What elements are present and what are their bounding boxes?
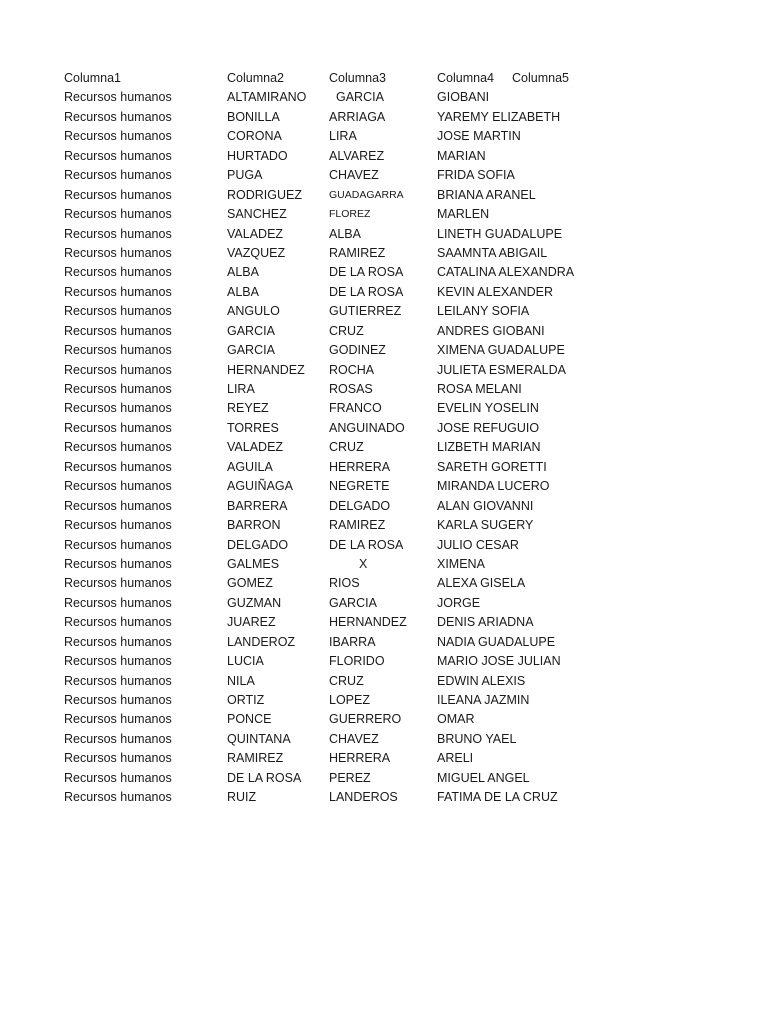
table-cell-col4[interactable]: MARIAN — [437, 148, 486, 163]
table-cell-col4[interactable]: MARIO JOSE JULIAN — [437, 654, 561, 669]
table-cell-col2[interactable]: RAMIREZ — [227, 751, 284, 766]
table-cell-col3[interactable]: ARRIAGA — [329, 109, 386, 124]
table-cell-col4[interactable]: MIRANDA LUCERO — [437, 479, 550, 494]
table-row — [64, 244, 624, 263]
table-cell-col1[interactable]: Recursos humanos — [64, 498, 172, 513]
table-cell-col1[interactable]: Recursos humanos — [64, 673, 172, 688]
table-cell-col4[interactable]: YAREMY ELIZABETH — [437, 109, 561, 124]
table-cell-col3[interactable]: CRUZ — [329, 440, 364, 455]
table-cell-col2[interactable]: RODRIGUEZ — [227, 187, 302, 202]
table-cell-col2[interactable]: LUCIA — [227, 654, 264, 669]
table-cell-col3[interactable]: HERRERA — [329, 459, 391, 474]
table-cell-col2[interactable]: VAZQUEZ — [227, 245, 286, 260]
table-cell-col4[interactable]: SARETH GORETTI — [437, 459, 547, 474]
table-cell-col3[interactable]: CRUZ — [329, 673, 364, 688]
table-row — [64, 749, 624, 768]
table-cell-col4[interactable]: NADIA GUADALUPE — [437, 634, 556, 649]
table-cell-col4[interactable]: KARLA SUGERY — [437, 518, 534, 533]
table-cell-col2[interactable]: VALADEZ — [227, 226, 284, 241]
table-cell-col4[interactable]: FRIDA SOFIA — [437, 168, 515, 183]
table-cell-col2[interactable]: NILA — [227, 673, 255, 688]
table-cell-col3[interactable]: IBARRA — [329, 634, 376, 649]
table-cell-col2[interactable]: SANCHEZ — [227, 207, 287, 222]
table-cell-col1[interactable]: Recursos humanos — [64, 595, 172, 610]
table-cell-col2[interactable]: PONCE — [227, 712, 272, 727]
table-cell-col2[interactable]: HERNANDEZ — [227, 362, 305, 377]
table-cell-col3[interactable]: CRUZ — [329, 323, 364, 338]
table-cell-col3[interactable]: DE LA ROSA — [329, 537, 404, 552]
table-cell-col4[interactable]: JOSE MARTIN — [437, 129, 521, 144]
table-row — [64, 205, 624, 224]
table-cell-col4[interactable]: JOSE REFUGUIO — [437, 420, 540, 435]
table-row — [64, 769, 624, 788]
table-cell-col2[interactable]: BARRERA — [227, 498, 288, 513]
table-row — [64, 438, 624, 457]
table-cell-col4[interactable]: EVELIN YOSELIN — [437, 401, 539, 416]
table-cell-col4[interactable]: LIZBETH MARIAN — [437, 440, 541, 455]
table-cell-col1[interactable]: Recursos humanos — [64, 518, 172, 533]
table-row — [64, 341, 624, 360]
table-cell-col3[interactable]: X — [359, 556, 368, 571]
table-cell-col3[interactable]: LIRA — [329, 129, 357, 144]
table-cell-col1[interactable]: Recursos humanos — [64, 148, 172, 163]
table-cell-col2[interactable]: DELGADO — [227, 537, 289, 552]
table-row — [64, 88, 624, 107]
table-cell-col3[interactable]: GUTIERREZ — [329, 304, 402, 319]
table-row — [64, 710, 624, 729]
table-row — [64, 574, 624, 593]
table-cell-col2[interactable]: ANGULO — [227, 304, 280, 319]
table-cell-col4[interactable]: ROSA MELANI — [437, 382, 522, 396]
table-cell-col3[interactable]: ROCHA — [329, 362, 375, 377]
table-cell-col1[interactable]: Recursos humanos — [64, 654, 172, 669]
table-cell-col2[interactable]: BARRON — [227, 518, 281, 533]
table-cell-col1[interactable]: Recursos humanos — [64, 401, 172, 416]
table-cell-col4[interactable]: FATIMA DE LA CRUZ — [437, 790, 558, 805]
table-cell-col2[interactable]: QUINTANA — [227, 731, 291, 746]
table-cell-col1[interactable]: Recursos humanos — [64, 751, 172, 766]
table-cell-col4[interactable]: ALEXA GISELA — [437, 576, 526, 591]
table-cell-col3[interactable]: DE LA ROSA — [329, 265, 404, 280]
table-cell-col1[interactable]: Recursos humanos — [64, 109, 172, 124]
table-row — [64, 477, 624, 496]
header-cell-columna2[interactable]: Columna2 — [227, 71, 284, 85]
table-row — [64, 633, 624, 652]
table-cell-col3[interactable]: FLOREZ — [329, 208, 371, 221]
table-cell-col1[interactable]: Recursos humanos — [64, 479, 172, 494]
table-cell-col3[interactable]: PEREZ — [329, 770, 371, 785]
table-cell-col4[interactable]: JULIETA ESMERALDA — [437, 362, 566, 377]
table-cell-col3[interactable]: ALBA — [329, 226, 361, 241]
table-row — [64, 322, 624, 341]
table-cell-col1[interactable]: Recursos humanos — [64, 226, 172, 241]
table-cell-col2[interactable]: JUAREZ — [227, 615, 276, 630]
table-cell-col4[interactable]: MARLEN — [437, 207, 490, 222]
table-cell-col3[interactable]: ANGUINADO — [329, 420, 405, 435]
table-cell-col3[interactable]: HERRERA — [329, 751, 391, 766]
table-cell-col3[interactable]: GARCIA — [336, 90, 384, 105]
table-cell-col4[interactable]: JULIO CESAR — [437, 537, 519, 552]
table-cell-col2[interactable]: GUZMAN — [227, 595, 282, 610]
table-cell-col3[interactable]: LANDEROS — [329, 790, 398, 805]
table-cell-col2[interactable]: GARCIA — [227, 343, 275, 358]
table-cell-col4[interactable]: ARELI — [437, 751, 474, 766]
table-cell-col4[interactable]: DENIS ARIADNA — [437, 615, 534, 630]
table-cell-col2[interactable]: BONILLA — [227, 109, 280, 124]
table-cell-col1[interactable]: Recursos humanos — [64, 537, 172, 552]
table-cell-col3[interactable]: FRANCO — [329, 401, 382, 416]
table-cell-col4[interactable]: BRUNO YAEL — [437, 731, 517, 746]
header-cell-columna1[interactable]: Columna1 — [64, 71, 121, 85]
table-cell-col3[interactable]: HERNANDEZ — [329, 615, 407, 630]
table-cell-col1[interactable]: Recursos humanos — [64, 712, 172, 727]
table-cell-col1[interactable]: Recursos humanos — [64, 615, 172, 630]
table-cell-col1[interactable]: Recursos humanos — [64, 362, 172, 377]
table-cell-col1[interactable]: Recursos humanos — [64, 304, 172, 319]
table-cell-col4[interactable]: BRIANA ARANEL — [437, 187, 536, 202]
table-cell-col2[interactable]: PUGA — [227, 168, 263, 183]
table-cell-col1[interactable]: Recursos humanos — [64, 245, 172, 260]
table-cell-col1[interactable]: Recursos humanos — [64, 634, 172, 649]
table-row — [64, 458, 624, 477]
table-cell-col3[interactable]: CHAVEZ — [329, 168, 379, 183]
table-cell-col2[interactable]: AGUIÑAGA — [227, 479, 293, 494]
table-cell-col3[interactable]: CHAVEZ — [329, 731, 379, 746]
table-row — [64, 652, 624, 671]
table-cell-col1[interactable]: Recursos humanos — [64, 343, 172, 358]
table-cell-col4[interactable]: ILEANA JAZMIN — [437, 693, 530, 707]
table-row — [64, 186, 624, 205]
table-body — [64, 88, 624, 807]
table-cell-col2[interactable]: DE LA ROSA — [227, 770, 302, 785]
table-cell-col1[interactable]: Recursos humanos — [64, 90, 172, 105]
table-cell-col4[interactable]: XIMENA GUADALUPE — [437, 343, 565, 358]
table-row — [64, 419, 624, 438]
table-cell-col1[interactable]: Recursos humanos — [64, 576, 172, 591]
table-cell-col2[interactable]: RUIZ — [227, 790, 257, 805]
table-cell-col1[interactable]: Recursos humanos — [64, 440, 172, 455]
table-row — [64, 399, 624, 418]
table-cell-col2[interactable]: ALBA — [227, 265, 259, 280]
table-cell-col4[interactable]: KEVIN ALEXANDER — [437, 284, 554, 299]
table-cell-col3[interactable]: GARCIA — [329, 595, 377, 610]
table-cell-col4[interactable]: MIGUEL ANGEL — [437, 770, 530, 785]
table-cell-col1[interactable]: Recursos humanos — [64, 168, 172, 183]
header-row — [64, 69, 624, 88]
table-cell-col2[interactable]: LANDEROZ — [227, 634, 296, 649]
table-cell-col3[interactable]: FLORIDO — [329, 654, 385, 669]
table-row — [64, 225, 624, 244]
table-cell-col3[interactable]: RAMIREZ — [329, 518, 386, 533]
table-cell-col2[interactable]: GARCIA — [227, 323, 275, 338]
table-row — [64, 594, 624, 613]
table-cell-col1[interactable]: Recursos humanos — [64, 420, 172, 435]
table-cell-col3[interactable]: ALVAREZ — [329, 148, 385, 163]
table-cell-col3[interactable]: DE LA ROSA — [329, 284, 404, 299]
table-cell-col3[interactable]: LOPEZ — [329, 693, 370, 707]
table-cell-col4[interactable]: ALAN GIOVANNI — [437, 498, 534, 513]
table-cell-col3[interactable]: NEGRETE — [329, 479, 390, 494]
table-row — [64, 672, 624, 691]
table-cell-col2[interactable]: ALTAMIRANO — [227, 90, 307, 105]
table-cell-col4[interactable]: XIMENA — [437, 556, 485, 571]
table-cell-col4[interactable]: GIOBANI — [437, 90, 490, 105]
table-row — [64, 361, 624, 380]
table-cell-col3[interactable]: RAMIREZ — [329, 245, 386, 260]
table-row — [64, 730, 624, 749]
table-cell-col1[interactable]: Recursos humanos — [64, 207, 172, 222]
table-cell-col2[interactable]: GOMEZ — [227, 576, 273, 591]
table-row — [64, 788, 624, 807]
table-cell-col4[interactable]: JORGE — [437, 595, 481, 610]
table-cell-col1[interactable]: Recursos humanos — [64, 693, 172, 707]
table-cell-col1[interactable]: Recursos humanos — [64, 323, 172, 338]
table-row — [64, 536, 624, 555]
table-cell-col2[interactable]: VALADEZ — [227, 440, 284, 455]
table-cell-col1[interactable]: Recursos humanos — [64, 731, 172, 746]
table-cell-col4[interactable]: ANDRES GIOBANI — [437, 323, 545, 338]
table-cell-col1[interactable]: Recursos humanos — [64, 790, 172, 805]
spreadsheet-table — [64, 69, 624, 808]
table-row — [64, 108, 624, 127]
table-cell-col2[interactable]: ORTIZ — [227, 693, 265, 707]
table-cell-col3[interactable]: DELGADO — [329, 498, 391, 513]
table-row — [64, 263, 624, 282]
table-row — [64, 127, 624, 146]
table-cell-col3[interactable]: ROSAS — [329, 382, 373, 396]
table-cell-col1[interactable]: Recursos humanos — [64, 284, 172, 299]
table-cell-col4[interactable]: OMAR — [437, 712, 475, 727]
table-row — [64, 283, 624, 302]
table-cell-col4[interactable]: SAAMNTA ABIGAIL — [437, 245, 548, 260]
table-cell-col3[interactable]: GUERRERO — [329, 712, 402, 727]
table-cell-col1[interactable]: Recursos humanos — [64, 770, 172, 785]
table-cell-col2[interactable]: CORONA — [227, 129, 282, 144]
header-cell-columna3[interactable]: Columna3 — [329, 71, 386, 85]
table-cell-col4[interactable]: LEILANY SOFIA — [437, 304, 530, 319]
table-row — [64, 147, 624, 166]
table-row — [64, 380, 624, 399]
table-cell-col1[interactable]: Recursos humanos — [64, 265, 172, 280]
table-cell-col1[interactable]: Recursos humanos — [64, 129, 172, 144]
table-cell-col4[interactable]: LINETH GUADALUPE — [437, 226, 563, 241]
table-row — [64, 302, 624, 321]
table-cell-col1[interactable]: Recursos humanos — [64, 459, 172, 474]
table-cell-col3[interactable]: GUADAGARRA — [329, 188, 404, 201]
table-cell-col2[interactable]: ALBA — [227, 284, 259, 299]
table-cell-col3[interactable]: RIOS — [329, 576, 360, 591]
table-cell-col2[interactable]: AGUILA — [227, 459, 273, 474]
table-cell-col4[interactable]: CATALINA ALEXANDRA — [437, 265, 575, 280]
table-row — [64, 497, 624, 516]
table-row — [64, 691, 624, 710]
table-cell-col4[interactable]: EDWIN ALEXIS — [437, 673, 526, 688]
header-cell-columna4[interactable]: Columna4 — [437, 71, 494, 85]
table-row — [64, 613, 624, 632]
table-row — [64, 555, 624, 574]
table-cell-col3[interactable]: GODINEZ — [329, 343, 386, 358]
table-cell-col1[interactable]: Recursos humanos — [64, 382, 172, 396]
table-cell-col1[interactable]: Recursos humanos — [64, 187, 172, 202]
table-cell-col2[interactable]: GALMES — [227, 556, 280, 571]
table-cell-col1[interactable]: Recursos humanos — [64, 556, 172, 571]
table-cell-col2[interactable]: REYEZ — [227, 401, 269, 416]
header-cell-columna5[interactable]: Columna5 — [512, 71, 569, 85]
table-cell-col2[interactable]: HURTADO — [227, 148, 288, 163]
table-cell-col2[interactable]: TORRES — [227, 420, 279, 435]
table-row — [64, 166, 624, 185]
table-cell-col2[interactable]: LIRA — [227, 382, 255, 396]
table-row — [64, 516, 624, 535]
